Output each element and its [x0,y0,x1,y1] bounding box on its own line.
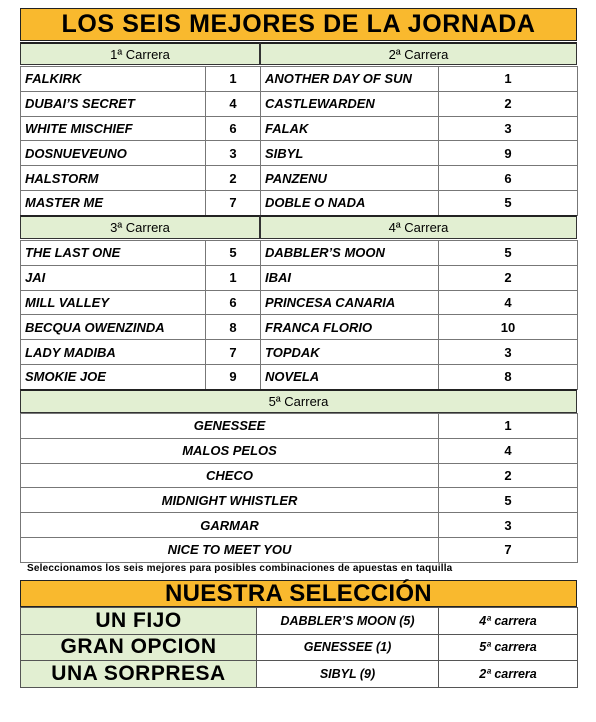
race-5-header: 5ª Carrera [20,389,577,413]
table-row [21,190,261,215]
horse-name: NOVELA [261,364,439,389]
table-row [261,290,578,315]
horse-number: 4 [439,290,578,315]
horse-number: 2 [439,265,578,290]
table-row [21,241,261,266]
selection-pick: SIBYL (9) [257,661,439,688]
race-5-table [20,413,578,563]
table-row [21,634,578,661]
horse-number: 4 [206,91,261,116]
horse-name: SIBYL [261,141,439,166]
horse-number: 7 [206,340,261,365]
horse-number: 7 [439,537,578,562]
horse-name: MALOS PELOS [21,438,439,463]
table-row [21,116,261,141]
horse-name: PRINCESA CANARIA [261,290,439,315]
selection-title: NUESTRA SELECCIÓN [20,580,577,607]
table-row [261,241,578,266]
horse-name: FALKIRK [21,67,206,92]
table-row [21,488,578,513]
table-row [261,340,578,365]
horse-number: 3 [206,141,261,166]
table-row [261,265,578,290]
horse-name: CHECO [21,463,439,488]
selection-race: 5ª carrera [439,634,578,661]
selection-race: 4ª carrera [439,608,578,635]
horse-number: 1 [206,67,261,92]
horse-number: 2 [439,91,578,116]
horse-name: IBAI [261,265,439,290]
horse-number: 6 [206,116,261,141]
race-1-table [20,66,261,216]
horse-name: DOSNUEVEUNO [21,141,206,166]
table-row [21,661,578,688]
horse-name: FALAK [261,116,439,141]
table-row [21,608,578,635]
horse-number: 4 [439,438,578,463]
horse-number: 1 [206,265,261,290]
table-row [261,116,578,141]
horse-name: TOPDAK [261,340,439,365]
horse-number: 1 [439,67,578,92]
table-row [21,463,578,488]
horse-name: GARMAR [21,513,439,538]
table-row [21,91,261,116]
race-2-header: 2ª Carrera [260,42,577,65]
race-3-table [20,240,261,390]
horse-number: 2 [206,166,261,191]
selection-table [20,607,578,688]
horse-name: GENESSEE [21,414,439,439]
horse-name: MILL VALLEY [21,290,206,315]
horse-name: PANZENU [261,166,439,191]
horse-name: THE LAST ONE [21,241,206,266]
table-row [21,315,261,340]
horse-name: FRANCA FLORIO [261,315,439,340]
horse-name: DOBLE O NADA [261,190,439,215]
table-row [21,67,261,92]
selection-race: 2ª carrera [439,661,578,688]
selection-pick: DABBLER’S MOON (5) [257,608,439,635]
horse-number: 6 [206,290,261,315]
horse-name: LADY MADIBA [21,340,206,365]
table-row [21,438,578,463]
horse-number: 5 [439,241,578,266]
horse-number: 2 [439,463,578,488]
selection-note: Seleccionamos los seis mejores para posibles combinaciones de apuestas en taquilla [27,563,453,574]
table-row [21,265,261,290]
selection-pick: GENESSEE (1) [257,634,439,661]
table-row [21,537,578,562]
table-row [261,190,578,215]
horse-number: 3 [439,340,578,365]
horse-name: MASTER ME [21,190,206,215]
table-row [261,315,578,340]
horse-name: ANOTHER DAY OF SUN [261,67,439,92]
horse-number: 10 [439,315,578,340]
horse-number: 9 [439,141,578,166]
table-row [21,141,261,166]
horse-name: HALSTORM [21,166,206,191]
horse-number: 6 [439,166,578,191]
table-row [261,141,578,166]
horse-number: 9 [206,364,261,389]
race-2-table [260,66,578,216]
table-row [261,67,578,92]
race-4-header: 4ª Carrera [260,215,577,239]
horse-name: JAI [21,265,206,290]
horse-number: 7 [206,190,261,215]
horse-number: 5 [439,488,578,513]
race-4-table [260,240,578,390]
horse-name: SMOKIE JOE [21,364,206,389]
horse-number: 8 [439,364,578,389]
race-3-header: 3ª Carrera [20,215,260,239]
horse-name: WHITE MISCHIEF [21,116,206,141]
race-1-header: 1ª Carrera [20,42,260,65]
table-row [21,513,578,538]
horse-name: NICE TO MEET YOU [21,537,439,562]
table-row [21,290,261,315]
horse-number: 5 [439,190,578,215]
selection-label: GRAN OPCION [21,634,257,661]
table-row [21,166,261,191]
horse-number: 8 [206,315,261,340]
horse-name: DABBLER’S MOON [261,241,439,266]
table-row [21,364,261,389]
horse-name: CASTLEWARDEN [261,91,439,116]
table-row [261,166,578,191]
table-row [21,414,578,439]
selection-label: UN FIJO [21,608,257,635]
horse-name: BECQUA OWENZINDA [21,315,206,340]
horse-number: 1 [439,414,578,439]
horse-number: 5 [206,241,261,266]
selection-label: UNA SORPRESA [21,661,257,688]
horse-name: MIDNIGHT WHISTLER [21,488,439,513]
table-row [261,91,578,116]
page-title: LOS SEIS MEJORES DE LA JORNADA [20,8,577,41]
horse-number: 3 [439,116,578,141]
horse-name: DUBAI’S SECRET [21,91,206,116]
table-row [261,364,578,389]
horse-number: 3 [439,513,578,538]
table-row [21,340,261,365]
